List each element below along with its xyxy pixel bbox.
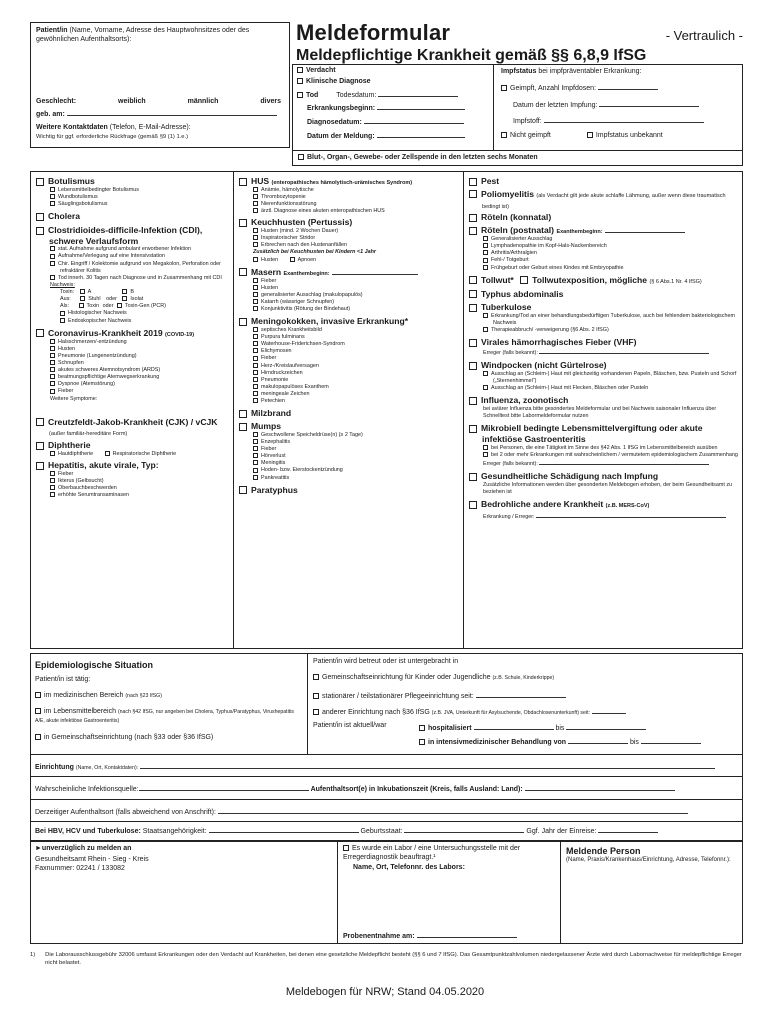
- symptom-item[interactable]: septisches Krankheitsbild: [239, 327, 459, 334]
- contact-note: Wichtig für ggf. erforderliche Rückfrage (gemäß §9 (1) 1.e.): [36, 134, 189, 140]
- epi-andere-checkbox[interactable]: anderer Einrichtung nach §36 IfSG (z.B. JVA, Unterkunft für Asylsuchende, Obdachlosenunterkunft) seit:: [313, 706, 626, 718]
- impf-options: [501, 132, 739, 141]
- symptom-item[interactable]: Fieber: [36, 388, 229, 395]
- faxnummer: Faxnummer: 02241 / 133082: [35, 865, 125, 872]
- symptom-item[interactable]: Erbrechen nach den Hustenanfällen: [239, 242, 459, 249]
- footer-divider-2: [560, 842, 561, 944]
- cjk-checkbox[interactable]: Creutzfeldt-Jakob-Krankheit (CJK) / vCJK (außer familiär-hereditäre Form): [36, 417, 229, 439]
- nicht-geimpft-checkbox[interactable]: Nicht geimpft: [501, 132, 551, 139]
- mikro-erreger-field[interactable]: Erreger (falls bekannt):: [469, 459, 738, 468]
- tod-checkbox[interactable]: Tod Todesdatum:: [297, 89, 489, 101]
- symptom-item[interactable]: Histologischer Nachweis: [36, 310, 229, 317]
- symptom-item[interactable]: Purpura fulminans: [239, 334, 459, 341]
- nachweis-label: Nachweis:: [50, 281, 75, 288]
- mikrobiell-checkbox[interactable]: Mikrobiell bedingte Lebensmittelvergiftung oder akute infektiöse Gastroenteritis: [469, 423, 738, 444]
- symptom-item[interactable]: Meningitis: [239, 460, 459, 467]
- symptom-item[interactable]: Elichymosen: [239, 348, 459, 355]
- symptom-item[interactable]: Ikterus (Gelbsucht): [36, 478, 229, 485]
- keuch-kinder-options[interactable]: Husten Apnoen: [239, 257, 459, 264]
- status-box: [292, 64, 743, 151]
- symptom-item[interactable]: Tod innerh. 30 Tagen nach Diagnose und in Zusammenhang mit CDI: [36, 275, 229, 282]
- epi-lm-checkbox[interactable]: im Lebensmittelbereich (nach §42 IfSG, nur angeben bei Cholera, Typhus/Paratyphus, Virushepatitis A/E, akute infektiöse Gastroenteritis): [35, 708, 294, 724]
- symptom-item[interactable]: Fieber: [36, 471, 229, 478]
- diphtherie-options[interactable]: Hautdiphtherie Respiratorische Diphtherie: [36, 451, 229, 458]
- symptom-item[interactable]: Halsschmerzen/-entzündung: [36, 339, 229, 346]
- paratyphus-checkbox[interactable]: Paratyphus: [239, 485, 459, 496]
- symptom-item[interactable]: Lymphadenopathie im Kopf-Hals-Nackenbereich: [469, 243, 738, 250]
- epi-taetig: Patient/in ist tätig:: [35, 676, 91, 683]
- einrichtung-field[interactable]: Einrichtung (Name, Ort, Kontaktdaten):: [30, 755, 743, 777]
- labor-name-label: Name, Ort, Telefonnr. des Labors:: [353, 864, 465, 871]
- influenza-note: bei aviärer Influenza bitte gesondertes Meldeformular und bei Nachweis saisonaler Influenza über Schnelltest bitte Labormeldeformular nutzen: [483, 406, 717, 420]
- contact-label: Weitere Kontaktdaten (Telefon, E-Mail-Adresse):: [36, 124, 191, 131]
- als-row[interactable]: Als: Toxin oder Toxin-Gen (PCR): [60, 303, 166, 310]
- epi-pflege-checkbox[interactable]: stationärer / teilstationärer Pflegeeinrichtung seit:: [313, 690, 566, 702]
- vhf-erreger-field[interactable]: Erreger (falls bekannt):: [469, 348, 738, 357]
- form-title: Meldeformular: [296, 20, 451, 45]
- hus-checkbox[interactable]: HUS (enteropathisches hämolytisch-urämisches Syndrom): [239, 176, 459, 187]
- melde-box: [30, 841, 743, 944]
- symptom-item[interactable]: Lebensmittelbedingter Botulismus: [36, 187, 229, 194]
- bedrohliche-checkbox[interactable]: Bedrohliche andere Krankheit (z.B. MERS-CoV): [469, 499, 738, 510]
- status-divider: [493, 65, 494, 151]
- symptom-item[interactable]: bei 2 oder mehr Erkrankungen mit wahrscheinlichem / vermutetem epidemiologischem Zusammenhang: [469, 452, 738, 459]
- symptom-item[interactable]: Wundbotulismus: [36, 194, 229, 201]
- symptom-item[interactable]: Arthritis/Arthralgien: [469, 250, 738, 257]
- symptom-item[interactable]: Enzephalitis: [239, 439, 459, 446]
- symptom-item[interactable]: Dyspnoe (Atemstörung): [36, 381, 229, 388]
- infektionsquelle-field[interactable]: Wahrscheinliche Infektionsquelle: Aufenthaltsort(e) in Inkubationszeit (Kreis, falls Ausland: Land):: [30, 777, 743, 800]
- keuchhusten-checkbox[interactable]: Keuchhusten (Pertussis): [239, 217, 459, 228]
- labor-checkbox[interactable]: Es wurde ein Labor / eine Untersuchungsstelle mit der Erregerdiagnostik beauftragt.¹: [343, 845, 521, 861]
- epi-betreut-label: Patient/in wird betreut oder ist untergebracht in: [313, 658, 459, 665]
- symptom-item[interactable]: Hörverlust: [239, 453, 459, 460]
- symptom-item[interactable]: Inspiratorischer Stridor: [239, 235, 459, 242]
- influenza-checkbox[interactable]: Influenza, zoonotisch: [469, 395, 738, 406]
- symptom-item[interactable]: Erkrankung/Tod an einer behandlungsbedürftigen Tuberkulose, auch bei fehlendem bakteriologischem Nachweis: [469, 313, 738, 327]
- disease-column-1: [30, 171, 234, 649]
- symptom-item[interactable]: ärztl. Diagnose eines akuten enteropathischen HUS: [239, 208, 459, 215]
- cdi-checkbox[interactable]: Clostridioides-difficile-Infektion (CDI), schwere Verlaufsform: [36, 225, 229, 246]
- symptom-item[interactable]: makulopapulöses Exanthem: [239, 384, 459, 391]
- symptom-item[interactable]: Pneumonie: [239, 377, 459, 384]
- meldende-person-label: Meldende Person: [566, 846, 641, 856]
- symptom-item[interactable]: Ausschlag an (Schleim-) Haut mit gleichzeitig vorhandenen Papeln, Bläschen, bzw. Pusteln und Schorf („Sternenhimmel“): [469, 371, 738, 385]
- gesundheitsamt: Gesundheitsamt Rhein - Sieg - Kreis: [35, 856, 149, 863]
- vhf-checkbox[interactable]: Virales hämorrhagisches Fieber (VHF): [469, 337, 738, 348]
- polio-checkbox[interactable]: Poliomyelitis (als Verdacht gilt jede akute schlaffe Lähmung, außer wenn diese traumatisch bedingt ist): [469, 189, 738, 211]
- impfstatus-area: [501, 68, 739, 141]
- patient-box: [30, 22, 290, 148]
- diagnosedatum-field[interactable]: Diagnosedatum:: [297, 116, 489, 128]
- meldung-date-field[interactable]: Datum der Meldung:: [297, 130, 489, 142]
- symptom-item[interactable]: Anämie, hämolytische: [239, 187, 459, 194]
- symptom-item[interactable]: Aufnahme/Verlegung auf eine Intensivstation: [36, 253, 229, 260]
- symptom-item[interactable]: meningeale Zeichen: [239, 391, 459, 398]
- title-block: [296, 20, 743, 65]
- masern-checkbox[interactable]: Masern Exanthembeginn:: [239, 267, 459, 278]
- weitere-symptome-field[interactable]: Weitere Symptome:: [50, 395, 98, 402]
- symptom-item[interactable]: Frühgeburt oder Geburt eines Kindes mit Embryopathie: [469, 265, 738, 272]
- epi-box: [30, 653, 743, 755]
- cholera-checkbox[interactable]: Cholera: [36, 211, 229, 222]
- symptom-item[interactable]: Nierenfunktionsstörung: [239, 201, 459, 208]
- letzte-impfung-field[interactable]: Datum der letzten Impfung:: [501, 99, 739, 111]
- symptom-item[interactable]: Säuglingsbotulismus: [36, 201, 229, 208]
- symptom-item[interactable]: Katarrh (wässriger Schnupfen): [239, 299, 459, 306]
- disease-column-3: [463, 171, 743, 649]
- klinische-checkbox[interactable]: Klinische Diagnose: [297, 78, 489, 87]
- form-subtitle: Meldepflichtige Krankheit gemäß §§ 6,8,9 IfSG: [296, 47, 647, 64]
- symptom-item[interactable]: Petechien: [239, 398, 459, 405]
- symptom-item[interactable]: Endoskopischer Nachweis: [36, 318, 229, 325]
- symptom-item[interactable]: Fieber: [239, 355, 459, 362]
- roeteln-konnatal-checkbox[interactable]: Röteln (konnatal): [469, 212, 738, 223]
- symptom-item[interactable]: Ausschlag an (Schleim-) Haut mit Flecken, Bläschen oder Pusteln: [469, 385, 738, 392]
- symptom-item[interactable]: beatmungspflichtige Atemwegserkrankung: [36, 374, 229, 381]
- geimpft-checkbox[interactable]: Geimpft, Anzahl Impfdosen:: [501, 82, 739, 94]
- diagnosis-area: [297, 67, 489, 142]
- confidential-label: - Vertraulich -: [665, 28, 743, 43]
- symptom-item[interactable]: Oberbauchbeschwerden: [36, 485, 229, 492]
- keuch-note: Zusätzlich bei Keuchhusten bei Kindern <1 Jahr: [253, 249, 376, 256]
- symptom-item[interactable]: Husten: [239, 285, 459, 292]
- symptom-item[interactable]: akutes schweres Atemnotsyndrom (ARDS): [36, 367, 229, 374]
- hbv-row[interactable]: Bei HBV, HCV und Tuberkulose: Staatsangehörigkeit: Geburtsstaat: Ggf. Jahr der Einreise:: [30, 822, 743, 841]
- symptom-item[interactable]: Hirndruckzeichen: [239, 370, 459, 377]
- symptom-item[interactable]: Therapieabbruch/ -verweigerung (§6 Abs. 2 IfSG): [469, 327, 738, 334]
- epi-hosp-checkbox[interactable]: hospitalisiert bis: [419, 722, 646, 734]
- symptom-item[interactable]: Herz-/Kreislaufversagen: [239, 363, 459, 370]
- symptom-item[interactable]: stat. Aufnahme aufgrund ambulant erworbener Infektion: [36, 246, 229, 253]
- gender-row[interactable]: Geschlecht: weiblich männlich divers: [36, 98, 281, 105]
- symptom-item[interactable]: Fehl-/ Totgeburt: [469, 257, 738, 264]
- disease-column-2: [233, 171, 464, 649]
- symptom-item[interactable]: Chir. Eingriff / Kolektomie aufgrund von Megakolon, Perforation oder refraktärer Kolitis: [36, 261, 229, 275]
- symptom-item[interactable]: erhöhte Serumtransaminasen: [36, 492, 229, 499]
- roeteln-postnatal-checkbox[interactable]: Röteln (postnatal) Exanthembeginn:: [469, 225, 738, 236]
- symptom-item[interactable]: Geschwollene Speicheldrüse(n) (≥ 2 Tage): [239, 432, 459, 439]
- epi-gem-kinder-checkbox[interactable]: Gemeinschaftseinrichtung für Kinder oder Jugendliche (z.B. Schule, Kinderkrippe): [313, 674, 554, 683]
- epi-title: Epidemiologische Situation: [35, 660, 154, 670]
- epi-intensiv-checkbox[interactable]: in intensivmedizinischer Behandlung von bis: [419, 736, 701, 748]
- patient-heading: Patient/in (Name, Vorname, Adresse des Hauptwohnsitzes oder des gewöhnlichen Aufenthaltsorts):: [36, 27, 250, 43]
- bedroh-erreger-field[interactable]: Erkrankung / Erreger:: [469, 512, 738, 521]
- blutspende-checkbox[interactable]: Blut-, Organ-, Gewebe- oder Zellspende in den letzten sechs Monaten: [292, 150, 743, 166]
- verdacht-checkbox[interactable]: Verdacht: [297, 67, 489, 76]
- symptom-item[interactable]: generalisierter Ausschlag (makulopapulös): [239, 292, 459, 299]
- epi-med-checkbox[interactable]: im medizinischen Bereich (nach §23 IfSG): [35, 692, 162, 701]
- symptom-item[interactable]: Fieber: [239, 446, 459, 453]
- hepatitis-checkbox[interactable]: Hepatitis, akute virale, Typ:: [36, 460, 229, 471]
- symptom-item[interactable]: Waterhouse-Friderichsen-Syndrom: [239, 341, 459, 348]
- symptom-item[interactable]: Schnupfen: [36, 360, 229, 367]
- tollwut-row[interactable]: Tollwut* Tollwutexposition, mögliche (§ 6 Abs.1 Nr. 4 IfSG): [469, 275, 738, 286]
- pest-checkbox[interactable]: Pest: [469, 176, 738, 187]
- botulismus-checkbox[interactable]: Botulismus: [36, 176, 229, 187]
- impf-unbekannt-checkbox[interactable]: Impfstatus unbekannt: [587, 132, 663, 139]
- melden-label: ►unverzüglich zu melden an: [35, 845, 132, 852]
- derzeit-field[interactable]: Derzeitiger Aufenthaltsort (falls abweichend von Anschrift):: [30, 800, 743, 822]
- symptom-item[interactable]: Husten: [36, 346, 229, 353]
- symptom-item[interactable]: bei Personen, die eine Tätigkeit im Sinne des §42 Abs. 1 IfSG im Lebensmittelbereich ausüben: [469, 445, 738, 452]
- probenentnahme-field[interactable]: Probenentnahme am:: [343, 932, 517, 942]
- diphtherie-checkbox[interactable]: Diphtherie: [36, 440, 229, 451]
- epi-gem-checkbox[interactable]: in Gemeinschaftseinrichtung (nach §33 oder §36 IfSG): [35, 734, 213, 743]
- symptom-item[interactable]: Thrombozytopenie: [239, 194, 459, 201]
- symptom-item[interactable]: Pankreatitis: [239, 475, 459, 482]
- impfschaden-note: Zusätzliche Informationen werden über gesonderten Meldebogen erhoben, der beim Gesundheitsamt zu beziehen ist: [483, 481, 733, 496]
- toxin-row[interactable]: Toxin: A B: [60, 289, 135, 296]
- milzbrand-checkbox[interactable]: Milzbrand: [239, 408, 459, 419]
- footer-divider-1: [337, 842, 338, 944]
- symptom-item[interactable]: Husten (mind. 2 Wochen Dauer): [239, 228, 459, 235]
- dob-field[interactable]: geb. am:: [36, 108, 281, 120]
- tuberkulose-checkbox[interactable]: Tuberkulose: [469, 302, 738, 313]
- aus-row[interactable]: Aus: Stuhl oder Isolat: [60, 296, 144, 303]
- mumps-checkbox[interactable]: Mumps: [239, 421, 459, 432]
- epi-aktuell-label: Patient/in ist aktuell/war: [313, 722, 387, 729]
- covid-checkbox[interactable]: Coronavirus-Krankheit 2019 (COVID-19): [36, 328, 229, 339]
- symptom-item[interactable]: Konjunktivitis (Rötung der Bindehaut): [239, 306, 459, 313]
- symptom-item[interactable]: Pneumonie (Lungenentzündung): [36, 353, 229, 360]
- meldende-person-desc: (Name, Praxis/Krankenhaus/Einrichtung, Adresse, Telefonnr.):: [566, 857, 731, 863]
- bottom-caption: Meldebogen für NRW; Stand 04.05.2020: [285, 986, 485, 998]
- impfschaden-checkbox[interactable]: Gesundheitliche Schädigung nach Impfung: [469, 471, 738, 482]
- impfstatus-label: Impfstatus bei impfpräventabler Erkrankung:: [501, 68, 642, 75]
- erkrankungsbeginn-field[interactable]: Erkrankungsbeginn:: [297, 102, 489, 114]
- windpocken-checkbox[interactable]: Windpocken (nicht Gürtelrose): [469, 360, 738, 371]
- symptom-item[interactable]: Fieber: [239, 278, 459, 285]
- epi-divider: [307, 654, 308, 755]
- footnote: 1) Die Laborausschlussgebühr 32006 umfasst Erkrankungen oder den Verdacht auf Krankheiten, bei denen eine gesetzliche Meldepflicht besteht (§§ 6 und 7 IfSG). Das Gesamtpunktzahlvolumen niedergelassener Ärzte wird durch Labornachweise für meldepflichtige Erreger nicht belastet.: [30, 952, 742, 966]
- typhus-checkbox[interactable]: Typhus abdominalis: [469, 289, 738, 300]
- symptom-item[interactable]: Generalisierter Ausschlag: [469, 236, 738, 243]
- meningokokken-checkbox[interactable]: Meningokokken, invasive Erkrankung*: [239, 316, 459, 327]
- symptom-item[interactable]: Hoden- bzw. Eierstockentzündung: [239, 467, 459, 474]
- impfstoff-field[interactable]: Impfstoff:: [501, 115, 739, 127]
